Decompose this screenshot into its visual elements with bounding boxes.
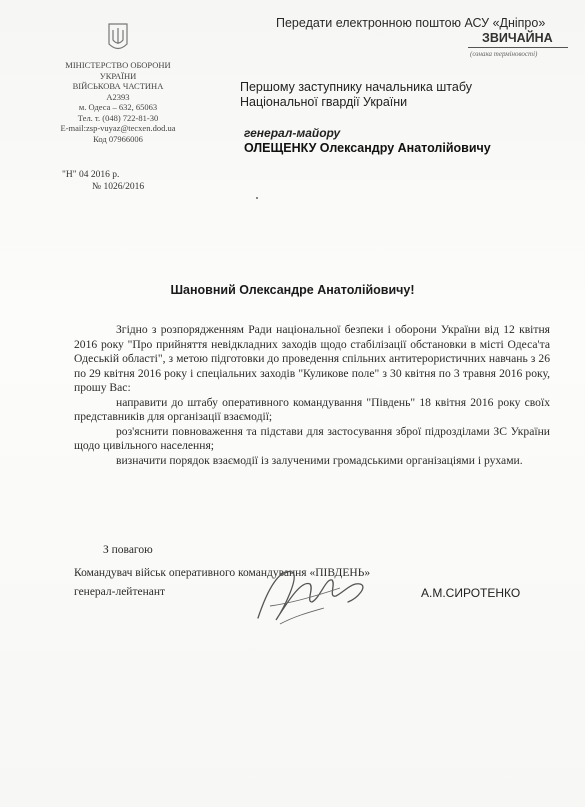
sender-line: Тел. т. (048) 722-81-30	[77, 112, 159, 123]
distribution-note: Передати електронною поштою АСУ «Дніпро»	[276, 16, 546, 30]
body-paragraph: Згідно з розпорядженням Ради національної безпеки і оборони України від 12 квітня 2016 року "Про прийняття невідкладних заходів щодо стабілізації обстановки в місті Одеса'та Одеській області", з метою підготовки до проведення спільних антитерористичних навчань з 26 по 29 квітня 2016 року і спеціальних заходів "Куликове поле" з 30 квітня по 3 травня 2016 року, прошу Вас:	[74, 323, 550, 394]
recipient-block	[240, 80, 472, 110]
letter-date: "Н" 04 2016 р.	[62, 170, 120, 180]
recipient-rank: генерал-майору	[244, 126, 341, 140]
signatory-name: А.М.СИРОТЕНКО	[421, 586, 521, 600]
recipient-position: Першому заступнику начальника штабу	[240, 80, 472, 94]
sender-line: МІНІСТЕРСТВО ОБОРОНИ	[65, 60, 171, 70]
recipient-organization: Національної гвардії України	[240, 95, 408, 109]
closing-regards: З повагою	[103, 544, 153, 556]
sender-block	[38, 60, 198, 144]
scan-mark	[256, 197, 258, 199]
registration-number: № 1026/2016	[92, 182, 145, 192]
sender-line: ВІЙСЬКОВА ЧАСТИНА	[72, 81, 164, 91]
sender-line: Код 07966006	[93, 133, 143, 144]
classification-label: ЗВИЧАЙНА	[482, 31, 553, 45]
sender-line: А2393	[106, 91, 130, 102]
body-paragraph: направити до штабу оперативного командування "Південь" 18 квітня 2016 року своїх представників для організації взаємодії;	[74, 395, 550, 423]
classification-underline	[468, 47, 568, 48]
salutation: Шановний Олександре Анатолійовичу!	[170, 283, 415, 297]
sender-line: м. Одеса – 632, 65063	[78, 102, 158, 112]
sender-line: E-mail:zsp-vuyaz@tecxen.dod.ua	[60, 123, 176, 133]
recipient-name: ОЛЕЩЕНКУ Олександру Анатолійовичу	[244, 141, 491, 155]
signatory-rank: генерал-лейтенант	[74, 586, 166, 598]
body-paragraph: визначити порядок взаємодії із залученими громадськими організаціями і рухами.	[116, 453, 523, 467]
trident-emblem-icon	[107, 22, 129, 54]
signatory-title: Командувач військ оперативного командування «ПІВДЕНЬ»	[74, 567, 371, 579]
handwritten-signature	[240, 558, 390, 630]
body-paragraph: роз'яснити повноваження та підстави для застосування зброї підрозділами ЗС України щодо цивільного населення;	[74, 424, 550, 452]
letter-body	[74, 323, 550, 468]
sender-line: УКРАЇНИ	[99, 70, 137, 81]
classification-note: (ознака терміновості)	[470, 50, 538, 58]
